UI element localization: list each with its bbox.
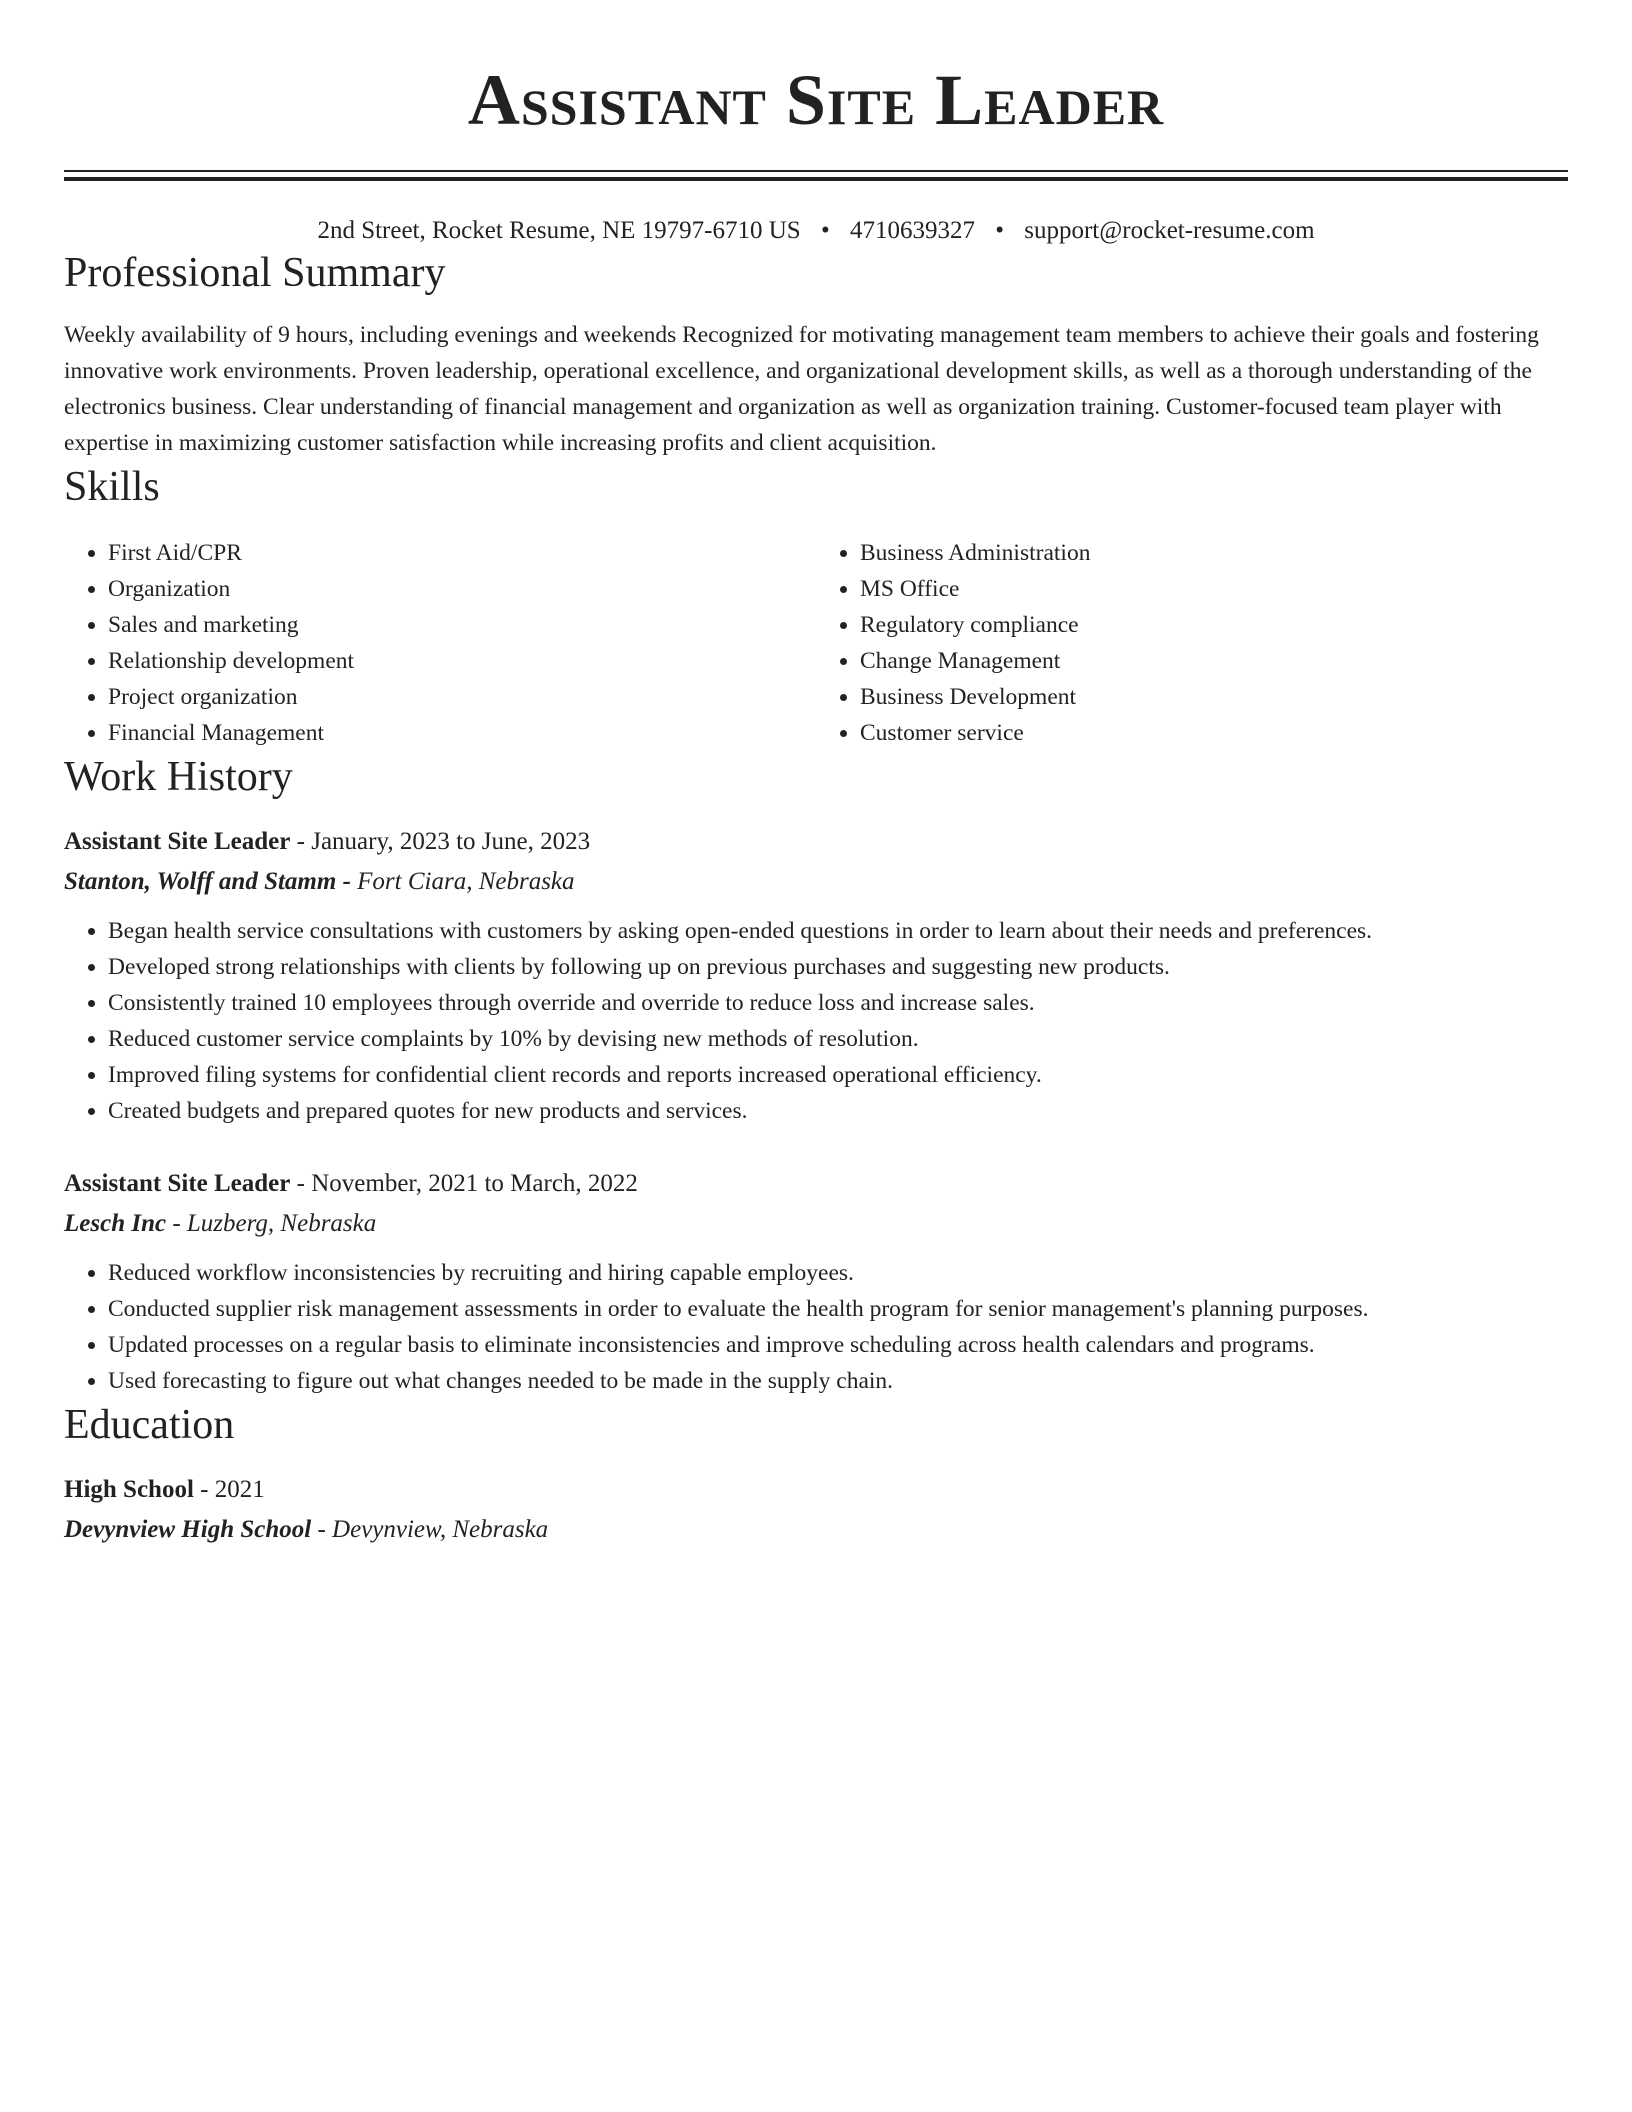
skill-item: • Relationship development [108, 643, 816, 679]
job-dates: January, 2023 to June, 2023 [311, 828, 591, 855]
job-bullet: • Used forecasting to figure out what changes needed to be made in the supply chain. [108, 1363, 1568, 1399]
job-bullet: • Improved filing systems for confidential client records and reports increased operational efficiency. [108, 1057, 1568, 1093]
job-location: Luzberg, Nebraska [186, 1210, 377, 1237]
skill-item: • First Aid/CPR [108, 535, 816, 571]
job-bullet: • Created budgets and prepared quotes for new products and services. [108, 1093, 1568, 1129]
contact-line [64, 215, 1568, 247]
contact-address: 2nd Street, Rocket Resume, NE 19797-6710 US [317, 217, 801, 244]
skill-item: • Organization [108, 571, 816, 607]
education-heading: Education [64, 1402, 235, 1448]
job-role: Assistant Site Leader [64, 828, 291, 855]
skill-item: • Customer service [860, 715, 1568, 751]
job-bullet: • Conducted supplier risk management assessments in order to evaluate the health program for senior management's planning purposes. [108, 1291, 1568, 1327]
job-bullet: • Began health service consultations with customers by asking open-ended questions in order to learn about their needs and preferences. [108, 913, 1568, 949]
page-title: Assistant Site Leader [467, 60, 1165, 140]
job-company: Stanton, Wolff and Stamm [64, 868, 337, 895]
job-bullet: • Developed strong relationships with clients by following up on previous purchases and suggesting new products. [108, 949, 1568, 985]
education-entry [64, 1473, 1568, 1547]
skill-item: • Sales and marketing [108, 607, 816, 643]
job-bullet: • Reduced customer service complaints by 10% by devising new methods of resolution. [108, 1021, 1568, 1057]
dash: - [200, 1476, 209, 1503]
job-entry [64, 1167, 1568, 1399]
job-dates: November, 2021 to March, 2022 [311, 1170, 638, 1197]
job-header [64, 1167, 1568, 1201]
contact-separator: • [820, 217, 830, 244]
work-history-heading: Work History [64, 754, 293, 800]
skills-list [64, 535, 1568, 751]
summary-heading: Professional Summary [64, 250, 446, 296]
education-location: Devynview, Nebraska [332, 1516, 549, 1543]
job-employer [64, 1207, 1568, 1241]
contact-phone: 4710639327 [849, 217, 975, 244]
skill-item: • Project organization [108, 679, 816, 715]
job-entry [64, 825, 1568, 1129]
job-location: Fort Ciara, Nebraska [357, 868, 575, 895]
education-school: Devynview High School [64, 1516, 312, 1543]
job-role: Assistant Site Leader [64, 1170, 291, 1197]
contact-separator: • [995, 217, 1004, 244]
header-divider [64, 170, 1568, 181]
dash: - [296, 1170, 305, 1197]
skills-heading: Skills [64, 464, 160, 510]
job-employer [64, 865, 1568, 899]
education-degree: High School [64, 1476, 194, 1503]
skill-item: • MS Office [860, 571, 1568, 607]
skills-column-left [64, 535, 816, 751]
dash: - [296, 828, 305, 855]
education-school-line [64, 1513, 1568, 1547]
job-bullet: • Consistently trained 10 employees through override and override to reduce loss and increase sales. [108, 985, 1568, 1021]
job-bullet: • Updated processes on a regular basis to eliminate inconsistencies and improve scheduling across health calendars and programs. [108, 1327, 1568, 1363]
dash: - [172, 1210, 181, 1237]
education-year: 2021 [214, 1476, 265, 1503]
summary-text: Weekly availability of 9 hours, including evenings and weekends Recognized for motivating management team members to achieve their goals and fostering innovative work environments. Proven leadership, operational excellence, and organizational development skills, as well as a thorough understanding of the electronics business. Clear understanding of financial management and organization as well as organization training. Customer-focused team player with expertise in maximizing customer satisfaction while increasing profits and client acquisition. [64, 322, 1539, 456]
job-bullets [64, 913, 1568, 1129]
skills-column-right [816, 535, 1568, 751]
skill-item: • Regulatory compliance [860, 607, 1568, 643]
job-company: Lesch Inc [64, 1210, 167, 1237]
skill-item: • Change Management [860, 643, 1568, 679]
contact-email: support@rocket-resume.com [1024, 217, 1315, 244]
skill-item: • Financial Management [108, 715, 816, 751]
dash: - [317, 1516, 326, 1543]
job-bullet: • Reduced workflow inconsistencies by recruiting and hiring capable employees. [108, 1255, 1568, 1291]
skill-item: • Business Development [860, 679, 1568, 715]
dash: - [342, 868, 351, 895]
job-header [64, 825, 1568, 859]
job-bullets [64, 1255, 1568, 1399]
skill-item: • Business Administration [860, 535, 1568, 571]
education-header [64, 1473, 1568, 1507]
